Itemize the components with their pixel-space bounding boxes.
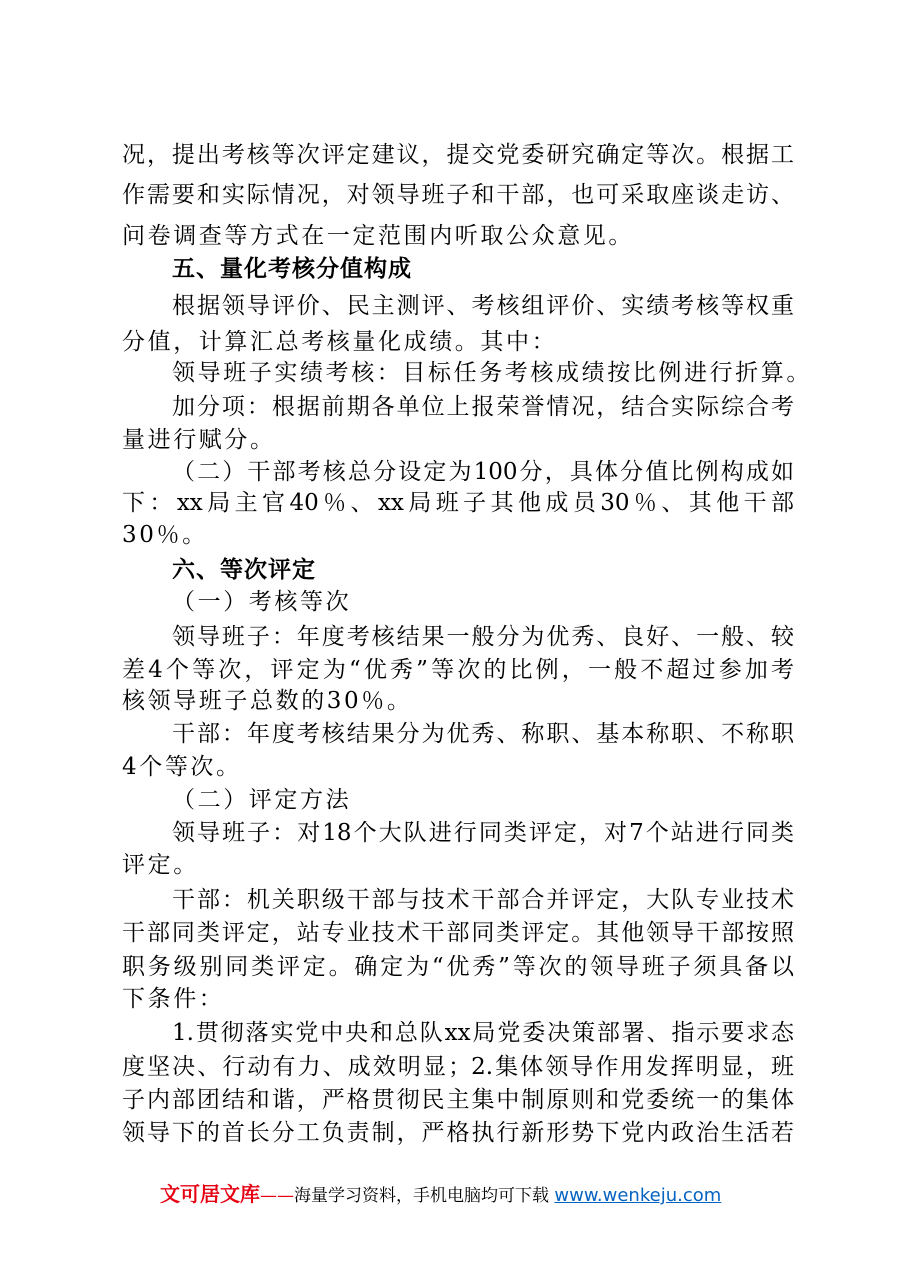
section-heading: 六、等次评定 <box>172 557 316 583</box>
body-line: 职务级别同类评定。确定为“优秀”等次的领导班子须具备以 <box>122 954 794 980</box>
body-line: 量进行赋分。 <box>122 427 276 453</box>
body-line: 1.贯彻落实党中央和总队xx局党委决策部署、指示要求态 <box>172 1020 794 1046</box>
subsection-heading: （二）评定方法 <box>172 787 352 813</box>
body-line: 30％。 <box>122 522 208 548</box>
footer-brand: 文可居文库 <box>160 1182 260 1206</box>
body-line: 问卷调查等方式在一定范围内听取公众意见。 <box>122 223 634 249</box>
body-line: 根据领导评价、民主测评、考核组评价、实绩考核等权重 <box>172 293 794 319</box>
body-line: 评定。 <box>122 852 199 878</box>
body-line: 下条件： <box>122 986 225 1012</box>
body-line: 干部同类评定，站专业技术干部同类评定。其他领导干部按照 <box>122 920 794 946</box>
body-line: 领导班子：年度考核结果一般分为优秀、良好、一般、较 <box>172 624 794 650</box>
body-line: 加分项：根据前期各单位上报荣誉情况，结合实际综合考 <box>172 394 794 420</box>
body-line: 下：xx局主官40％、xx局班子其他成员30％、其他干部 <box>122 490 794 516</box>
body-line: 核领导班子总数的30％。 <box>122 688 413 714</box>
body-line: 干部：机关职级干部与技术干部合并评定，大队专业技术 <box>172 887 794 913</box>
body-line: （二）干部考核总分设定为100分，具体分值比例构成如 <box>172 459 794 485</box>
section-heading: 五、量化考核分值构成 <box>172 256 412 282</box>
body-line: 干部：年度考核结果分为优秀、称职、基本称职、不称职 <box>172 721 794 747</box>
footer-link[interactable]: www.wenkeju.com <box>554 1185 722 1206</box>
body-line: 分值，计算汇总考核量化成绩。其中： <box>122 329 558 355</box>
subsection-heading: （一）考核等次 <box>172 589 352 615</box>
body-line: 作需要和实际情况，对领导班子和干部，也可采取座谈走访、 <box>122 182 794 208</box>
body-line: 领导班子：对18个大队进行同类评定，对7个站进行同类 <box>172 820 794 846</box>
body-line: 度坚决、行动有力、成效明显；2.集体领导作用发挥明显，班 <box>122 1054 794 1080</box>
body-line: 领导班子实绩考核：目标任务考核成绩按比例进行折算。 <box>172 360 812 386</box>
body-line: 4个等次。 <box>122 754 242 780</box>
footer-slogan: 海量学习资料，手机电脑均可下载 <box>294 1186 549 1206</box>
footer-dash: —— <box>260 1186 294 1206</box>
body-line: 子内部团结和谐，严格贯彻民主集中制原则和党委统一的集体 <box>122 1087 794 1113</box>
body-line: 差4个等次，评定为“优秀”等次的比例，一般不超过参加考 <box>122 657 794 683</box>
footer-banner <box>160 1180 721 1210</box>
body-line: 领导下的首长分工负责制，严格执行新形势下党内政治生活若 <box>122 1120 794 1146</box>
body-line: 况，提出考核等次评定建议，提交党委研究确定等次。根据工 <box>122 142 794 168</box>
